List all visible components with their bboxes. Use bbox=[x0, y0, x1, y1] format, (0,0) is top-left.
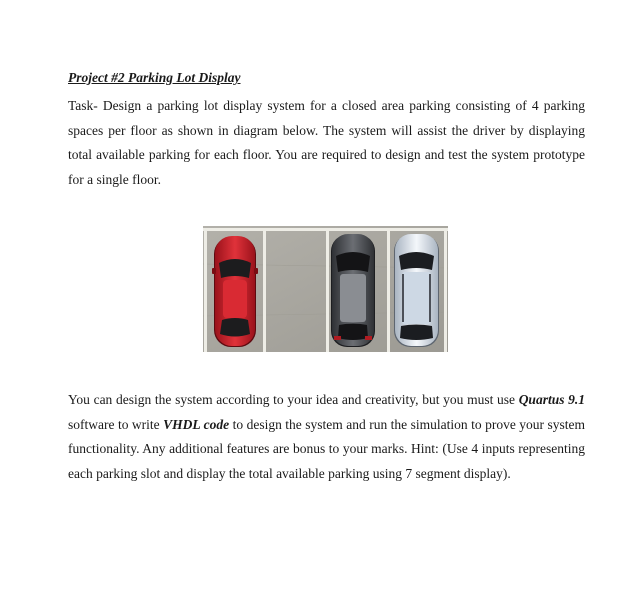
task-line-3: total available parking for each floor. You are required to design and test the system prototype bbox=[68, 147, 585, 162]
parking-lot-photo bbox=[203, 226, 448, 352]
instructions-line-2 bbox=[68, 413, 585, 438]
red-car-icon bbox=[212, 236, 258, 347]
instructions-line-2-pre: software to write bbox=[68, 416, 160, 432]
grey-car-icon bbox=[331, 234, 375, 347]
document-title: Project #2 Parking Lot Display bbox=[68, 70, 241, 85]
instructions-line-4: each parking slot and display the total available parking using 7 segment display). bbox=[68, 465, 511, 481]
bay-divider bbox=[263, 228, 266, 352]
task-paragraph bbox=[68, 94, 585, 192]
instructions-paragraph bbox=[68, 388, 585, 486]
white-car-icon bbox=[394, 234, 439, 347]
instructions-line-1-text: You can design the system according to your idea and creativity, but you must use bbox=[68, 392, 515, 407]
instructions-line-1 bbox=[68, 388, 585, 413]
task-line-4: for a single floor. bbox=[68, 171, 161, 187]
bay-divider bbox=[444, 228, 447, 352]
bay-divider bbox=[326, 228, 329, 352]
bay-divider bbox=[387, 228, 390, 352]
instructions-line-2-post: to design the system and run the simulation to prove your system bbox=[232, 416, 586, 432]
lot-boundary-line bbox=[203, 228, 448, 231]
task-line-2: spaces per floor as shown in diagram below. The system will assist the driver by displaying bbox=[68, 122, 585, 138]
bay-divider bbox=[204, 228, 207, 352]
language-name: VHDL code bbox=[163, 416, 230, 432]
task-line-1: Task- Design a parking lot display system for a closed area parking consisting of 4 parking bbox=[68, 98, 585, 113]
software-name: Quartus 9.1 bbox=[518, 392, 586, 407]
instructions-line-3: functionality. Any additional features are bonus to your marks. Hint: (Use 4 inputs representing bbox=[68, 441, 585, 456]
